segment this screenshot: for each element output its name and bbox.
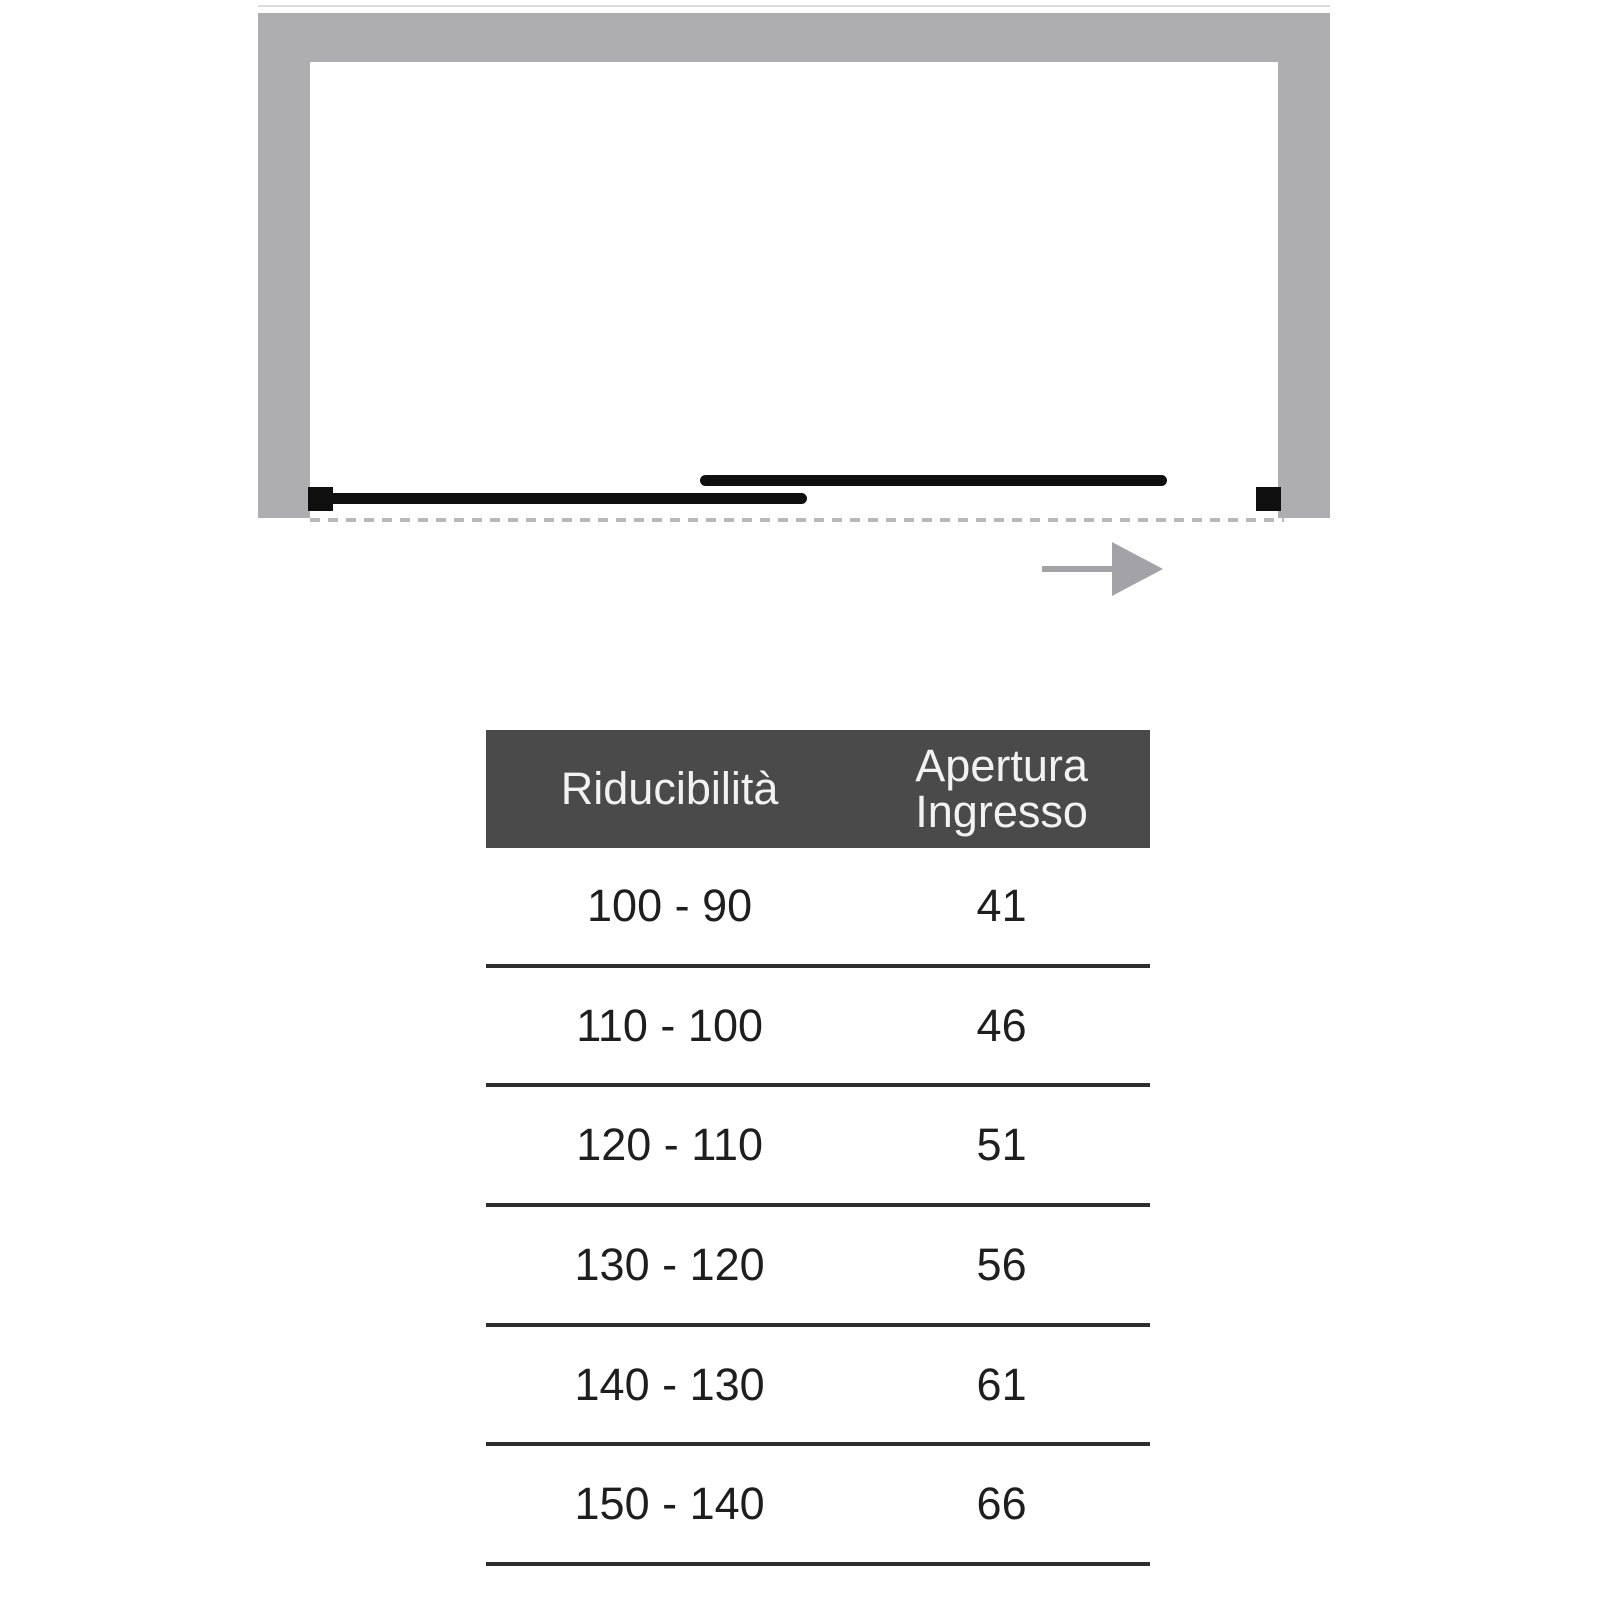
header-line-ingresso: Ingresso [915,786,1088,837]
riducibilita-value: 100 - 90 [587,879,753,931]
apertura-ingresso-value: 66 [976,1478,1027,1530]
table-row [486,968,1150,1088]
riducibilita-value: 130 - 120 [574,1238,765,1290]
wall-right [1278,13,1330,518]
wall-bracket-right [1256,487,1281,511]
table-row [486,1087,1150,1207]
riducibilita-value: 150 - 140 [574,1478,765,1530]
riducibilita-value: 140 - 130 [574,1358,765,1410]
riducibilita-value: 120 - 110 [576,1119,763,1171]
riducibilita-value: 110 - 100 [576,999,763,1051]
sliding-track-dashed-line [310,518,1284,522]
table-header [486,730,1150,848]
top-hairline [258,5,1330,7]
apertura-ingresso-value: 41 [976,879,1027,931]
table-row [486,1446,1150,1566]
apertura-ingresso-value: 61 [976,1358,1027,1410]
apertura-ingresso-value: 51 [976,1119,1027,1171]
table-row [486,1327,1150,1447]
header-line-apertura: Apertura [915,740,1088,791]
apertura-ingresso-value: 46 [976,999,1027,1051]
wall-top [258,13,1330,62]
fixed-door-panel [320,493,807,504]
table-row [486,1207,1150,1327]
arrow-head [1112,542,1163,596]
arrow-shaft [1042,566,1118,572]
sliding-door-panel [700,475,1167,486]
shower-door-top-view-diagram [0,0,1600,660]
dimensions-table [486,730,1150,1566]
table-row [486,848,1150,968]
apertura-ingresso-value: 56 [976,1238,1027,1290]
wall-left [258,13,310,518]
column-header-apertura-ingresso [853,740,1150,837]
column-header-riducibilita: Riducibilità [560,763,779,814]
